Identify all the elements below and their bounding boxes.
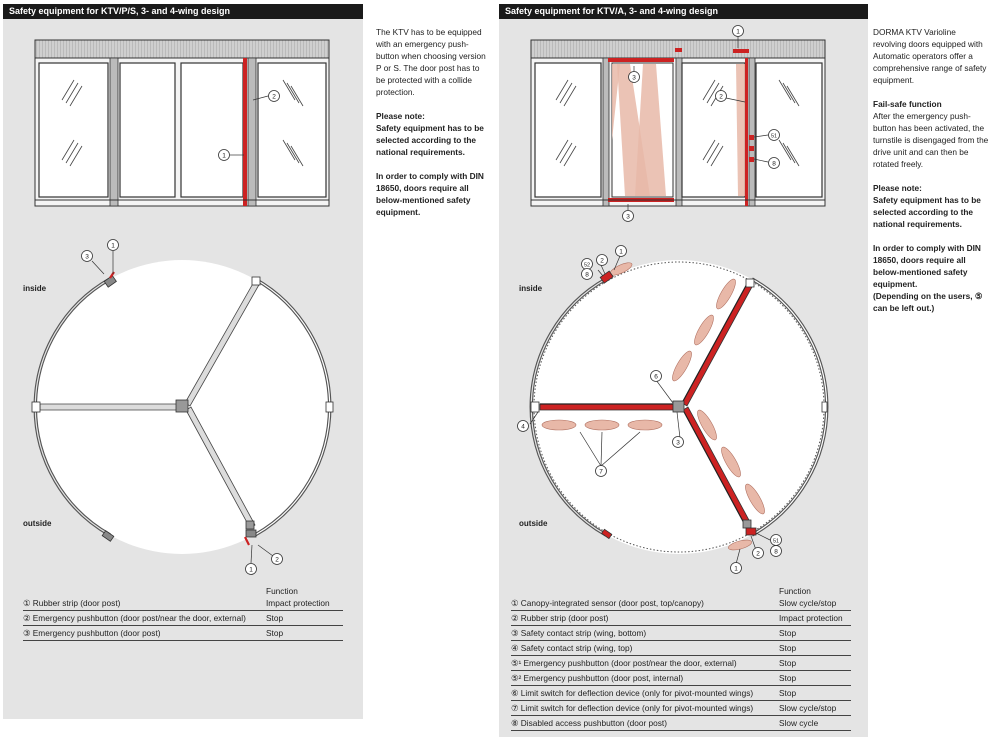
row-number: ⑤¹	[511, 658, 522, 668]
row-number: ⑦	[511, 703, 519, 713]
table-row	[23, 596, 343, 611]
left-outside-label: outside	[23, 519, 52, 528]
row-function: Stop	[779, 673, 797, 683]
svg-text:2: 2	[719, 93, 723, 101]
callout-right-plan-8-bottom	[771, 546, 782, 557]
right-legend-table	[511, 586, 851, 736]
right-outside-label: outside	[519, 519, 548, 528]
callout-right-elev-2	[716, 91, 727, 102]
row-number: ⑧	[511, 718, 519, 728]
svg-text:1: 1	[736, 28, 740, 36]
row-number: ①	[511, 598, 519, 608]
row-function: Slow cycle/stop	[779, 703, 837, 713]
left-note-text: Safety equipment has to be selected according to the national requirements.	[376, 123, 484, 157]
table-row	[511, 596, 851, 611]
left-plan-view	[32, 251, 333, 563]
svg-text:3: 3	[85, 253, 89, 261]
table-row	[511, 626, 851, 641]
right-front-elevation	[531, 36, 825, 210]
table-row	[511, 686, 851, 701]
svg-text:52: 52	[583, 262, 591, 269]
svg-text:2: 2	[272, 93, 276, 101]
callout-left-plan-3	[82, 251, 93, 262]
row-item: Canopy-integrated sensor (door post, top/canopy)	[520, 598, 704, 608]
callout-right-plan-4	[518, 421, 529, 432]
row-number: ①	[23, 598, 31, 608]
svg-text:8: 8	[585, 271, 589, 279]
svg-text:51: 51	[770, 133, 778, 140]
row-item: Rubber strip (door post)	[520, 613, 609, 623]
row-item: Emergency pushbutton (door post)	[32, 628, 161, 638]
row-item: Safety contact strip (wing, bottom)	[520, 628, 647, 638]
callout-left-elev-2	[269, 91, 280, 102]
callout-right-plan-8-top	[582, 269, 593, 280]
failsafe-text: After the emergency push-button has been activated, the turnstile is disengaged from the drive unit and can then be rotated freely.	[873, 111, 989, 169]
table-row	[23, 626, 343, 641]
svg-text:1: 1	[222, 152, 226, 160]
row-number: ②	[23, 613, 31, 623]
svg-text:8: 8	[772, 160, 776, 168]
left-front-elevation	[35, 40, 329, 206]
svg-text:1: 1	[111, 242, 115, 250]
row-item: Rubber strip (door post)	[32, 598, 121, 608]
callout-right-plan-7	[596, 466, 607, 477]
svg-text:1: 1	[734, 565, 738, 573]
callout-right-plan-1-bottom	[731, 563, 742, 574]
left-note-title: Please note:	[376, 111, 425, 121]
row-number: ②	[511, 613, 519, 623]
callout-right-plan-2-top	[597, 255, 608, 266]
callout-right-plan-3	[673, 437, 684, 448]
row-item: Disabled access pushbutton (door post)	[520, 718, 667, 728]
row-function: Stop	[266, 628, 284, 638]
svg-text:2: 2	[600, 257, 604, 265]
row-number: ③	[511, 628, 519, 638]
svg-text:4: 4	[521, 423, 525, 431]
callout-right-plan-6	[651, 371, 662, 382]
callout-left-elev-1	[219, 150, 230, 161]
callout-right-elev-8	[769, 158, 780, 169]
row-function: Impact protection	[266, 598, 330, 608]
callout-right-elev-51	[769, 130, 780, 141]
row-number: ⑤²	[511, 673, 522, 683]
table-row	[511, 671, 851, 686]
left-legend-table	[23, 586, 343, 646]
right-note-title: Please note:	[873, 183, 922, 193]
row-item: Emergency pushbutton (door post/near the door, external)	[523, 658, 737, 668]
callout-left-plan-1-top	[108, 240, 119, 251]
right-text-intro: DORMA KTV Varioline revolving doors equipped with Automatic operators offer a comprehensive range of safety equipment.	[873, 27, 987, 85]
callout-right-elev-3-bottom	[623, 211, 634, 222]
row-item: Emergency pushbutton (door post/near the door, external)	[32, 613, 246, 623]
row-function: Stop	[779, 643, 797, 653]
right-inside-label: inside	[519, 284, 543, 293]
svg-text:3: 3	[632, 74, 636, 82]
failsafe-title: Fail-safe function	[873, 99, 942, 109]
svg-text:1: 1	[249, 566, 253, 574]
callout-left-plan-1-bottom	[246, 564, 257, 575]
right-section-title: Safety equipment for KTV/A, 3- and 4-wing design	[499, 4, 868, 19]
callout-right-elev-3-top	[629, 72, 640, 83]
row-function: Stop	[779, 688, 797, 698]
right-table-header: Function	[779, 586, 811, 596]
svg-text:7: 7	[599, 468, 603, 476]
right-users-note: (Depending on the users, ⑤ can be left out.)	[873, 291, 983, 313]
svg-text:1: 1	[619, 248, 623, 256]
left-din-text: In order to comply with DIN 18650, doors require all below-mentioned safety equipment.	[376, 171, 484, 217]
row-item: Limit switch for deflection device (only for pivot-mounted wings)	[520, 688, 754, 698]
row-number: ④	[511, 643, 519, 653]
table-row	[511, 716, 851, 731]
row-function: Slow cycle/stop	[779, 598, 837, 608]
callout-right-elev-1	[733, 26, 744, 37]
callout-left-plan-2	[272, 554, 283, 565]
callout-right-plan-52	[582, 259, 593, 270]
left-inside-label: inside	[23, 284, 47, 293]
row-item: Limit switch for deflection device (only for pivot-mounted wings)	[520, 703, 754, 713]
row-function: Stop	[266, 613, 284, 623]
left-section-title: Safety equipment for KTV/P/S, 3- and 4-wing design	[3, 4, 363, 19]
table-row	[511, 656, 851, 671]
row-item: Emergency pushbutton (door post, internal)	[523, 673, 684, 683]
row-item: Safety contact strip (wing, top)	[520, 643, 633, 653]
row-function: Stop	[779, 658, 797, 668]
svg-text:3: 3	[626, 213, 630, 221]
row-function: Stop	[779, 628, 797, 638]
right-din-text: In order to comply with DIN 18650, doors require all below-mentioned safety equipment.	[873, 243, 981, 289]
svg-text:2: 2	[756, 550, 760, 558]
right-note-text: Safety equipment has to be selected according to the national requirements.	[873, 195, 981, 229]
svg-text:2: 2	[275, 556, 279, 564]
svg-text:6: 6	[654, 373, 658, 381]
table-row	[511, 701, 851, 716]
table-row	[23, 611, 343, 626]
svg-text:8: 8	[774, 548, 778, 556]
table-row	[511, 641, 851, 656]
svg-text:3: 3	[676, 439, 680, 447]
row-number: ③	[23, 628, 31, 638]
table-row	[511, 611, 851, 626]
right-plan-view	[530, 256, 827, 564]
left-text-intro: The KTV has to be equipped with an emergency push-button when choosing version P or S. The door post has to be protected with a collide protection.	[376, 27, 486, 97]
row-number: ⑥	[511, 688, 519, 698]
callout-right-plan-51	[771, 535, 782, 546]
row-function: Impact protection	[779, 613, 843, 623]
row-function: Slow cycle	[779, 718, 819, 728]
callout-right-plan-1-top	[616, 246, 627, 257]
callout-right-plan-2-bottom	[753, 548, 764, 559]
left-table-header: Function	[266, 586, 298, 596]
svg-text:51: 51	[772, 538, 780, 545]
